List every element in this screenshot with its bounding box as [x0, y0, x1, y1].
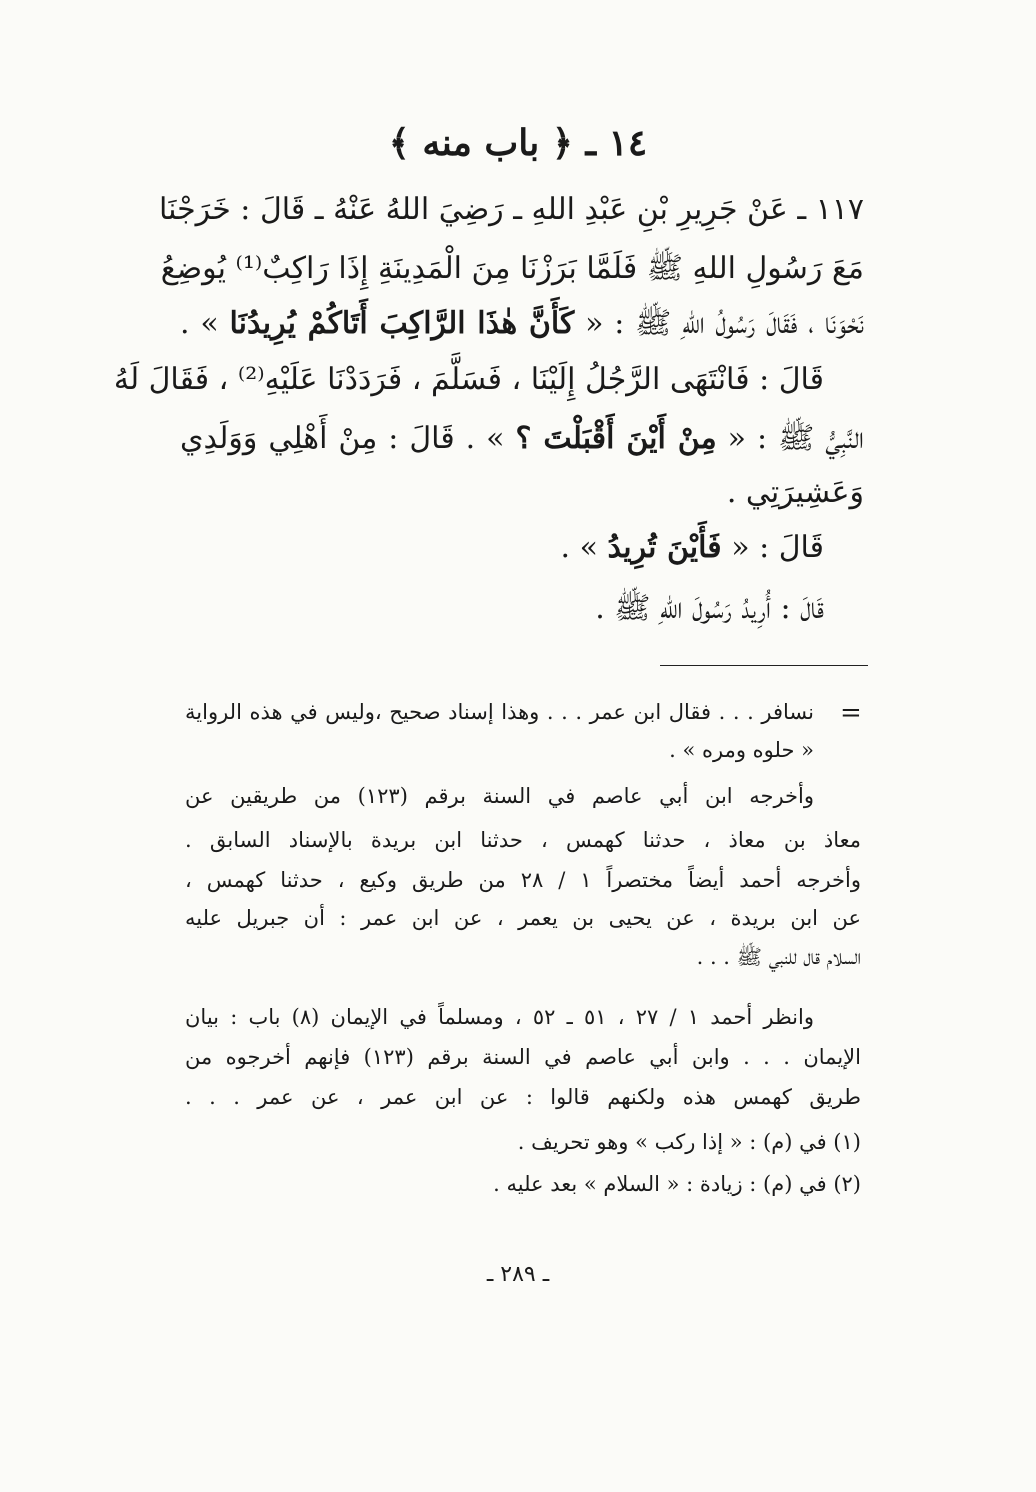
prophet-quote-1: كَأَنَّ هٰذَا الرَّاكِبَ أَتَاكُمْ يُرِيدُنَا [229, 306, 575, 341]
footnote-p3-line-1: وانظر أحمد ١ / ٢٧ ، ٥١ ـ ٥٢ ، ومسلماً في الإيمان (٨) باب : بيان [185, 1005, 814, 1029]
hadith-line-1: ١١٧ ـ عَنْ جَرِيرِ بْنِ عَبْدِ اللهِ ـ رَضِيَ اللهُ عَنْهُ ـ قَالَ : خَرَجْنَا [158, 192, 864, 227]
continuation-mark: = [840, 698, 862, 728]
footnote-p2-line-3: وأخرجه أحمد أيضاً مختصراً ١ / ٢٨ من طريق وكيع ، حدثنا كهمس ، [185, 868, 861, 892]
prophet-quote-2: مِنْ أَيْنَ أَقْبَلْتَ ؟ [515, 421, 717, 456]
hadith-line-2: مَعَ رَسُولِ اللهِ ﷺ فَلَمَّا بَرَزْنَا مِنَ الْمَدِينَةِ إِذَا رَاكِبٌ⁽¹⁾ يُوضِعُ [160, 251, 864, 286]
prophet-quote-3: فَأَيْنَ تُرِيدُ [607, 530, 722, 565]
hadith-line-7 [561, 530, 824, 565]
footnote-p2-line-5: السلام قال للنبي ﷺ . . . [696, 945, 861, 969]
hadith-line-3-suffix: » . [180, 306, 219, 341]
footnote-p1-line-2: « حلوه ومره » . [669, 738, 814, 762]
footnote-p3-line-3: طريق كهمس هذه ولكنهم قالوا : عن ابن عمر ، عن عمر . . . [185, 1085, 861, 1109]
footnote-p2-line-4: عن ابن بريدة ، عن يحيى بن يعمر ، عن ابن عمر : أن جبريل عليه [185, 906, 861, 930]
hadith-line-7-suffix: » . [560, 530, 598, 565]
footnote-separator [660, 665, 868, 666]
hadith-line-6: وَعَشِيرَتِي . [726, 475, 864, 510]
hadith-line-5-suffix: » . قَالَ : مِنْ أَهْلِي وَوَلَدِي [180, 421, 505, 456]
hadith-line-5-prefix: النَّبِيُّ ﷺ : « [727, 421, 864, 456]
footnote-p2-line-1: وأخرجه ابن أبي عاصم في السنة برقم (١٢٣) من طريقين عن [185, 784, 815, 808]
footnote-2: (٢) في (م) : زيادة : « السلام » بعد عليه . [493, 1172, 861, 1196]
footnote-p1-line-1: نسافر . . . فقال ابن عمر . . . وهذا إسناد صحيح ،وليس في هذه الرواية [185, 700, 814, 724]
page-number: ـ ٢٨٩ ـ [486, 1262, 550, 1287]
hadith-line-5 [180, 420, 864, 463]
hadith-line-7-prefix: قَالَ : « [731, 530, 824, 565]
hadith-line-3-prefix: نَحْوَنَا ، فَقَالَ رَسُولُ اللهِ ﷺ : « [585, 306, 864, 341]
footnote-1: (١) في (م) : « إذا ركب » وهو تحريف . [517, 1130, 861, 1154]
chapter-heading: ١٤ ـ ﴿ باب منه ﴾ [388, 122, 648, 164]
hadith-line-8: قَالَ : أُرِيدُ رَسُولَ اللهِ ﷺ . [595, 591, 824, 626]
hadith-line-4: قَالَ : فَانْتَهَى الرَّجُلُ إِلَيْنَا ، فَسَلَّمَ ، فَرَدَدْنَا عَلَيْهِ⁽²⁾ ، فَقَالَ لَهُ [113, 362, 824, 397]
footnote-p3-line-2: الإيمان . . . وابن أبي عاصم في السنة برقم (١٢٣) فإنهم أخرجوه من [185, 1045, 861, 1069]
hadith-line-3 [180, 305, 864, 348]
footnote-p2-line-2: معاذ بن معاذ ، حدثنا كهمس ، حدثنا ابن بريدة بالإسناد السابق . [185, 828, 861, 852]
